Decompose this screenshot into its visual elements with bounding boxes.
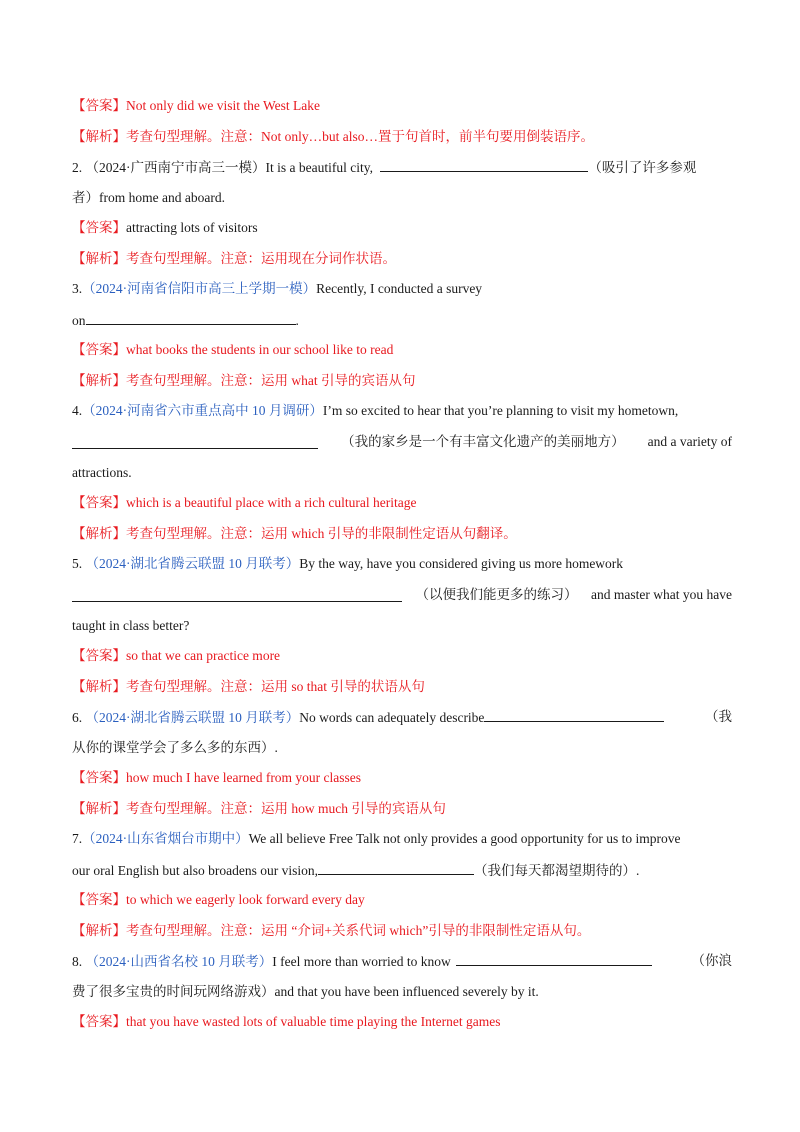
question-number: 2.: [72, 160, 83, 175]
analysis-text: 考查句型理解。注意：运用 how much 引导的宾语从句: [126, 801, 446, 816]
analysis-line-7: [72, 922, 732, 940]
analysis-label: 【解析】: [72, 526, 126, 541]
answer-line-1: [72, 97, 732, 115]
analysis-label: 【解析】: [72, 679, 126, 694]
question-text: and master what you have: [591, 587, 732, 602]
question-text: and a variety of: [647, 434, 732, 449]
question-3: [72, 280, 732, 298]
fill-blank[interactable]: [72, 435, 318, 449]
answer-line-3: [72, 341, 732, 359]
answer-label: 【答案】: [72, 342, 126, 357]
hint-text: 费了很多宝贵的时间玩网络游戏）: [72, 984, 275, 999]
question-text: We all believe Free Talk not only provides a good opportunity for us to improve: [248, 831, 681, 846]
analysis-line-4: [72, 525, 732, 543]
analysis-label: 【解析】: [72, 801, 126, 816]
question-2: [72, 158, 732, 177]
question-5-cont: [72, 586, 732, 604]
question-6-cont: [72, 739, 732, 757]
answer-text: how much I have learned from your classes: [126, 770, 362, 785]
question-text: By the way, have you considered giving us more homework: [299, 556, 624, 571]
question-4: [72, 402, 732, 420]
analysis-line-2: [72, 250, 732, 268]
question-5-cont2: [72, 617, 732, 635]
analysis-text: 考查句型理解。注意：运用 so that 引导的状语从句: [126, 679, 425, 694]
question-text: from home and aboard.: [99, 190, 225, 205]
question-number: 6.: [72, 710, 83, 725]
answer-label: 【答案】: [72, 220, 126, 235]
question-6: [72, 708, 732, 727]
answer-text: that you have wasted lots of valuable time playing the Internet games: [126, 1014, 501, 1029]
fill-blank[interactable]: [380, 158, 588, 172]
analysis-text: 考查句型理解。注意：运用现在分词作状语。: [126, 251, 396, 266]
question-number: 3.: [72, 281, 83, 296]
analysis-label: 【解析】: [72, 251, 126, 266]
question-number: 4.: [72, 403, 83, 418]
answer-text: Not only did we visit the West Lake: [126, 98, 321, 113]
analysis-line-3: [72, 372, 732, 390]
question-text: It is a beautiful city,: [265, 160, 373, 175]
question-source: （2024·山东省烟台市期中）: [82, 831, 249, 846]
answer-line-7: [72, 891, 732, 909]
answer-text: what books the students in our school like to read: [126, 342, 394, 357]
question-source: （2024·湖北省腾云联盟 10 月联考）: [85, 710, 300, 725]
question-source: （2024·河南省六市重点高中 10 月调研）: [82, 403, 323, 418]
answer-label: 【答案】: [72, 1014, 126, 1029]
analysis-label: 【解析】: [72, 129, 126, 144]
question-number: 5.: [72, 556, 83, 571]
question-text: .: [295, 313, 299, 328]
answer-text: attracting lots of visitors: [126, 220, 258, 235]
fill-blank[interactable]: [86, 311, 296, 325]
analysis-label: 【解析】: [72, 373, 126, 388]
hint-text: （吸引了许多参观: [588, 160, 697, 175]
question-number: 8.: [72, 954, 83, 969]
answer-text: to which we eagerly look forward every day: [126, 892, 365, 907]
analysis-line-1: [72, 128, 732, 146]
answer-label: 【答案】: [72, 648, 126, 663]
fill-blank[interactable]: [456, 952, 652, 966]
question-3-cont: [72, 311, 732, 330]
analysis-text: 考查句型理解。注意：Not only…but also…置于句首时，前半句要用倒装语序。: [126, 129, 594, 144]
question-7-cont: [72, 861, 732, 880]
answer-label: 【答案】: [72, 892, 126, 907]
answer-line-4: [72, 494, 732, 512]
analysis-line-5: [72, 678, 732, 696]
answer-line-6: [72, 769, 732, 787]
question-text: I feel more than worried to know: [272, 954, 451, 969]
answer-line-5: [72, 647, 732, 665]
question-text: our oral English but also broadens our vision,: [72, 863, 318, 878]
analysis-line-6: [72, 800, 732, 818]
answer-label: 【答案】: [72, 98, 126, 113]
question-source: （2024·河南省信阳市高三上学期一模）: [82, 281, 317, 296]
answer-text: so that we can practice more: [126, 648, 281, 663]
hint-text: （我: [705, 709, 732, 724]
question-source: （2024·山西省名校 10 月联考）: [85, 954, 273, 969]
hint-text: （我的家乡是一个有丰富文化遗产的美丽地方）: [341, 434, 625, 449]
hint-text: 从你的课堂学会了多么多的东西）.: [72, 740, 278, 755]
hint-text: 者）: [72, 190, 99, 205]
question-text: and that you have been influenced severely by it.: [274, 984, 539, 999]
question-4-cont: [72, 433, 732, 451]
answer-line-2: [72, 219, 732, 237]
analysis-label: 【解析】: [72, 923, 126, 938]
question-text: I’m so excited to hear that you’re planning to visit my hometown,: [322, 403, 679, 418]
answer-label: 【答案】: [72, 770, 126, 785]
question-2-cont: [72, 189, 732, 207]
question-source: （2024·湖北省腾云联盟 10 月联考）: [85, 556, 300, 571]
question-8-cont: [72, 983, 732, 1001]
question-text: Recently, I conducted a survey: [316, 281, 483, 296]
question-source: （2024·广西南宁市高三一模）: [85, 160, 266, 175]
question-5: [72, 555, 732, 573]
question-4-cont2: [72, 464, 732, 482]
question-text: taught in class better?: [72, 618, 190, 633]
fill-blank[interactable]: [318, 861, 474, 875]
question-text: No words can adequately describe: [299, 710, 485, 725]
fill-blank[interactable]: [72, 588, 402, 602]
answer-text: which is a beautiful place with a rich cultural heritage: [126, 495, 417, 510]
analysis-text: 考查句型理解。注意：运用 which 引导的非限制性定语从句翻译。: [126, 526, 517, 541]
hint-text: （我们每天都渴望期待的）.: [473, 863, 640, 878]
question-8: [72, 952, 732, 971]
question-text: attractions.: [72, 465, 132, 480]
fill-blank[interactable]: [484, 708, 664, 722]
analysis-text: 考查句型理解。注意：运用 what 引导的宾语从句: [126, 373, 416, 388]
question-number: 7.: [72, 831, 83, 846]
answer-line-8: [72, 1013, 732, 1031]
question-text: on: [72, 313, 86, 328]
question-7: [72, 830, 732, 848]
answer-label: 【答案】: [72, 495, 126, 510]
hint-text: （你浪: [691, 953, 732, 968]
analysis-text: 考查句型理解。注意：运用 “介词+关系代词 which”引导的非限制性定语从句。: [126, 923, 591, 938]
hint-text: （以便我们能更多的练习）: [415, 587, 578, 602]
